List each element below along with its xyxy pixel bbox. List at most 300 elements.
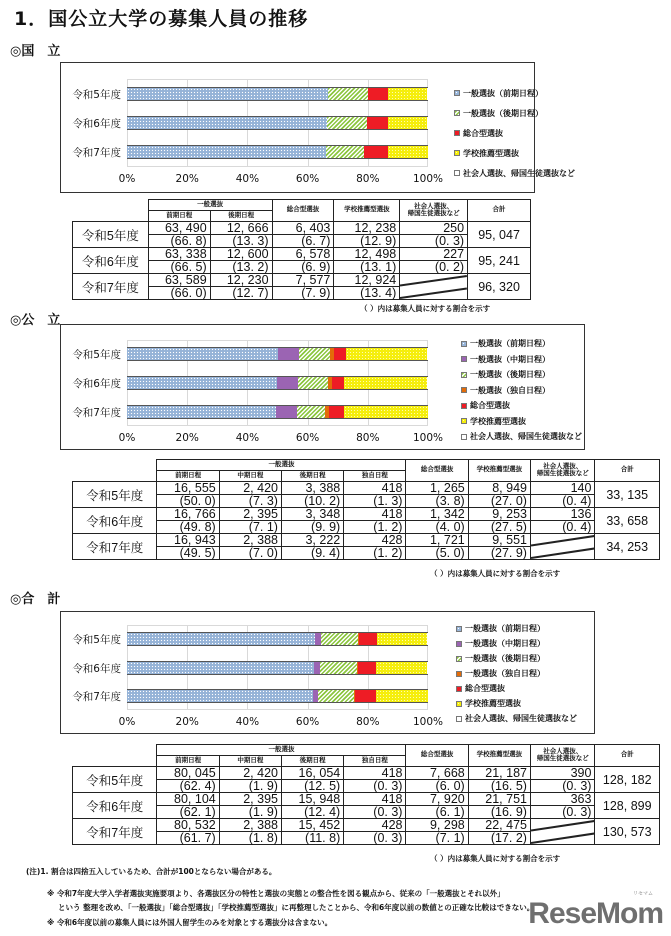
cell-school-pct: (27. 0) — [468, 495, 530, 508]
cell-early: 80, 532 — [157, 819, 219, 832]
cell-comp: 9, 298 — [406, 819, 468, 832]
legend-swatch-icon — [461, 341, 467, 347]
th-early: 前期日程 — [157, 756, 219, 767]
cell-total: 95, 047 — [468, 222, 531, 248]
footnote-2a: ※ 令和7年度大学入学者選抜実施要項より、各選抜区分の特性と選抜の実態との整合性を図る観点から、従来の「一般選抜とそれ以外」 — [47, 889, 505, 898]
legend-item-school-rec: 学校推薦型選抜 — [461, 414, 582, 430]
cell-middle: 2, 388 — [219, 819, 281, 832]
legend-swatch-icon — [461, 434, 467, 440]
stacked-bar — [127, 347, 428, 361]
cell-late-pct: (13. 3) — [210, 235, 272, 248]
th-total: 合計 — [595, 745, 660, 767]
bar-segment — [127, 145, 326, 159]
cell-school-pct: (27. 9) — [468, 547, 530, 560]
y-axis-label: 令和5年度 — [72, 349, 121, 362]
cell-middle-pct: (1. 9) — [219, 806, 281, 819]
cell-early: 16, 555 — [157, 482, 219, 495]
bar-segment — [327, 116, 367, 130]
bar-segment — [427, 632, 428, 646]
cell-middle: 2, 395 — [219, 793, 281, 806]
cell-middle: 2, 420 — [219, 482, 281, 495]
legend-item-early: 一般選抜（前期日程） — [456, 621, 577, 636]
x-axis-tick: 0% — [118, 432, 136, 444]
cell-total: 33, 135 — [595, 482, 660, 508]
legend-swatch-icon — [461, 418, 467, 424]
x-axis-tick: 40% — [235, 173, 260, 185]
table-row — [73, 482, 660, 495]
table-row-pct — [73, 806, 660, 819]
legend-item-late: 一般選抜（後期日程） — [454, 103, 575, 123]
bar-segment — [321, 632, 359, 646]
cell-early-pct: (49. 8) — [157, 521, 219, 534]
th-independent: 独自日程 — [344, 756, 406, 767]
th-late: 後期日程 — [210, 211, 272, 222]
cell-comp-pct: (6. 0) — [406, 780, 468, 793]
bar-segment — [359, 632, 377, 646]
watermark-logo: ReseMom — [528, 897, 663, 930]
th-independent: 独自日程 — [344, 471, 406, 482]
chart-total-plot — [127, 625, 428, 710]
x-axis-tick: 20% — [175, 716, 199, 728]
cell-early-pct: (61. 7) — [157, 832, 219, 845]
cell-comp-pct: (5. 0) — [406, 547, 468, 560]
cell-late: 3, 348 — [281, 508, 343, 521]
bar-segment — [318, 689, 354, 703]
legend-swatch-icon — [454, 90, 460, 96]
cell-school: 12, 498 — [334, 248, 400, 261]
legend-swatch-icon — [454, 110, 460, 116]
cell-early: 80, 045 — [157, 767, 219, 780]
cell-indep-pct: (0. 3) — [344, 806, 406, 819]
stacked-bar — [127, 661, 428, 675]
y-axis-label: 令和5年度 — [72, 634, 121, 647]
cell-total: 130, 573 — [595, 819, 660, 845]
legend-item-comprehensive: 総合型選抜 — [461, 398, 582, 414]
th-late: 後期日程 — [281, 756, 343, 767]
stacked-bar — [127, 376, 428, 390]
x-axis-tick: 100% — [412, 432, 444, 444]
bar-segment — [127, 116, 327, 130]
cell-other: 227 — [400, 248, 468, 261]
cell-total: 128, 899 — [595, 793, 660, 819]
bar-segment — [127, 376, 277, 390]
x-axis-tick: 40% — [235, 716, 260, 728]
row-year: 令和7年度 — [73, 534, 157, 560]
footnote-2b: という 整理を改め、「一般選抜」「総合型選抜」「学校推薦型選抜」に再整理したことから、令和6年度以前の数値との正確な比較はできない。 — [58, 903, 535, 912]
cell-early: 16, 766 — [157, 508, 219, 521]
cell-late: 12, 230 — [210, 274, 272, 287]
cell-middle-pct: (7. 1) — [219, 521, 281, 534]
table-row-pct — [73, 495, 660, 508]
th-other: 社会人選抜、 帰国生徒選抜など — [530, 745, 594, 767]
cell-school: 12, 924 — [334, 274, 400, 287]
section-public-heading: ◎公 立 — [10, 313, 61, 328]
table-row-pct — [73, 780, 660, 793]
table-row-pct — [73, 521, 660, 534]
cell-comp-pct: (3. 8) — [406, 495, 468, 508]
bar-segment — [329, 405, 344, 419]
cell-indep: 428 — [344, 534, 406, 547]
legend-item-other: 社会人選抜、帰国生徒選抜など — [461, 429, 582, 445]
cell-early-pct: (66. 0) — [148, 287, 210, 300]
cell-comp-pct: (7. 1) — [406, 832, 468, 845]
x-axis-tick: 60% — [295, 432, 320, 444]
legend-item-comprehensive: 総合型選抜 — [456, 681, 577, 696]
legend-item-middle: 一般選抜（中期日程） — [456, 636, 577, 651]
row-year: 令和7年度 — [73, 819, 157, 845]
legend-item-independent: 一般選抜（独自日程） — [456, 666, 577, 681]
legend-item-other: 社会人選抜、帰国生徒選抜など — [456, 711, 577, 726]
cell-comp: 1, 721 — [406, 534, 468, 547]
legend-swatch-icon — [454, 150, 460, 156]
cell-school-pct: (16. 9) — [468, 806, 530, 819]
x-axis-tick: 100% — [412, 173, 444, 185]
chart-total — [60, 611, 595, 734]
bar-segment — [328, 87, 368, 101]
cell-total: 95, 241 — [468, 248, 531, 274]
cell-late: 16, 054 — [281, 767, 343, 780]
th-early: 前期日程 — [157, 471, 219, 482]
chart-total-legend — [456, 621, 577, 726]
cell-indep-pct: (1. 2) — [344, 547, 406, 560]
th-general: 一般選抜 — [157, 745, 406, 756]
cell-school-pct: (13. 1) — [334, 261, 400, 274]
legend-swatch-icon — [456, 686, 462, 692]
legend-item-late: 一般選抜（後期日程） — [461, 367, 582, 383]
bar-segment — [320, 661, 357, 675]
page-title: 1．国公立大学の募集人員の推移 — [14, 8, 309, 30]
th-school-rec: 学校推薦型選抜 — [468, 460, 530, 482]
bar-segment — [127, 632, 315, 646]
cell-comp: 1, 342 — [406, 508, 468, 521]
stacked-bar — [127, 405, 428, 419]
bar-segment — [127, 405, 276, 419]
bar-segment — [376, 689, 428, 703]
legend-item-middle: 一般選抜（中期日程） — [461, 352, 582, 368]
th-general: 一般選抜 — [148, 200, 272, 211]
bar-segment — [344, 376, 427, 390]
bar-segment — [367, 116, 388, 130]
legend-item-school-rec: 学校推薦型選抜 — [456, 696, 577, 711]
cell-indep: 418 — [344, 508, 406, 521]
x-axis-tick: 80% — [356, 173, 380, 185]
cell-late-pct: (12. 5) — [281, 780, 343, 793]
legend-item-early: 一般選抜（前期日程） — [454, 83, 575, 103]
y-axis-label: 令和6年度 — [72, 662, 121, 675]
cell-school: 22, 475 — [468, 819, 530, 832]
th-school-rec: 学校推薦型選抜 — [468, 745, 530, 767]
y-axis-label: 令和6年度 — [72, 118, 121, 130]
cell-other-pct: (0. 3) — [400, 235, 468, 248]
bar-segment — [364, 145, 388, 159]
cell-total: 33, 658 — [595, 508, 660, 534]
table-total-note: （ ）内は募集人員に対する割合を示す — [430, 854, 561, 863]
cell-school: 8, 949 — [468, 482, 530, 495]
legend-swatch-icon — [461, 403, 467, 409]
cell-other: 250 — [400, 222, 468, 235]
th-other: 社会人選抜、 帰国生徒選抜など — [400, 200, 468, 222]
cell-indep-pct: (1. 3) — [344, 495, 406, 508]
row-year: 令和6年度 — [73, 248, 149, 274]
cell-school-pct: (17. 2) — [468, 832, 530, 845]
y-axis-label: 令和7年度 — [72, 406, 121, 419]
x-axis-tick: 60% — [295, 716, 320, 728]
bar-segment — [127, 661, 314, 675]
legend-item-independent: 一般選抜（独自日程） — [461, 383, 582, 399]
bar-segment — [427, 87, 428, 101]
cell-not-applicable — [400, 274, 468, 300]
cell-early: 63, 589 — [148, 274, 210, 287]
cell-comp-pct: (6. 1) — [406, 806, 468, 819]
cell-comp-pct: (7. 9) — [272, 287, 334, 300]
table-public-note: （ ）内は募集人員に対する割合を示す — [430, 569, 561, 578]
cell-total: 34, 253 — [595, 534, 660, 560]
th-other: 社会人選抜、 帰国生徒選抜など — [530, 460, 594, 482]
cell-total: 96, 320 — [468, 274, 531, 300]
chart-public-legend — [461, 336, 582, 445]
row-year: 令和5年度 — [73, 222, 149, 248]
table-row — [73, 819, 660, 832]
stacked-bar — [127, 632, 428, 646]
y-axis-label: 令和5年度 — [72, 88, 121, 101]
table-row — [73, 793, 660, 806]
cell-early-pct: (50. 0) — [157, 495, 219, 508]
cell-not-applicable — [530, 534, 594, 560]
cell-middle-pct: (7. 0) — [219, 547, 281, 560]
cell-indep-pct: (1. 2) — [344, 521, 406, 534]
table-row — [73, 508, 660, 521]
cell-middle: 2, 395 — [219, 508, 281, 521]
chart-national-legend — [454, 83, 575, 183]
cell-late-pct: (12. 4) — [281, 806, 343, 819]
cell-comp: 6, 403 — [272, 222, 334, 235]
cell-late-pct: (9. 4) — [281, 547, 343, 560]
row-year: 令和5年度 — [73, 482, 157, 508]
legend-swatch-icon — [454, 170, 460, 176]
legend-swatch-icon — [456, 716, 462, 722]
x-axis-tick: 100% — [412, 716, 444, 728]
legend-item-school-rec: 学校推薦型選抜 — [454, 143, 575, 163]
stacked-bar — [127, 116, 428, 130]
cell-other-pct: (0. 4) — [530, 495, 594, 508]
chart-public — [60, 324, 585, 450]
cell-school-pct: (16. 5) — [468, 780, 530, 793]
bar-segment — [277, 376, 298, 390]
th-comprehensive: 総合型選抜 — [406, 460, 468, 482]
cell-late: 3, 388 — [281, 482, 343, 495]
th-middle: 中期日程 — [219, 756, 281, 767]
x-axis-tick: 40% — [235, 432, 260, 444]
legend-swatch-icon — [461, 387, 467, 393]
bar-segment — [346, 347, 427, 361]
cell-other-pct: (0. 4) — [530, 521, 594, 534]
cell-school: 9, 253 — [468, 508, 530, 521]
chart-national — [60, 62, 575, 193]
bar-segment — [376, 661, 427, 675]
legend-swatch-icon — [454, 130, 460, 136]
cell-indep-pct: (0. 3) — [344, 832, 406, 845]
bar-segment — [358, 661, 376, 675]
cell-comp-pct: (4. 0) — [406, 521, 468, 534]
stacked-bar — [127, 689, 428, 703]
th-comprehensive: 総合型選抜 — [406, 745, 468, 767]
chart-public-plot — [127, 340, 428, 426]
bar-segment — [276, 405, 297, 419]
watermark-sub: リセマム — [633, 891, 653, 897]
cell-indep: 418 — [344, 767, 406, 780]
legend-item-comprehensive: 総合型選抜 — [454, 123, 575, 143]
cell-total: 128, 182 — [595, 767, 660, 793]
bar-segment — [427, 116, 428, 130]
legend-swatch-icon — [456, 656, 462, 662]
cell-other: 136 — [530, 508, 594, 521]
bar-segment — [377, 632, 427, 646]
cell-late: 15, 452 — [281, 819, 343, 832]
cell-school: 9, 551 — [468, 534, 530, 547]
bar-segment — [427, 376, 428, 390]
bar-segment — [298, 376, 328, 390]
row-year: 令和7年度 — [73, 274, 149, 300]
legend-swatch-icon — [456, 701, 462, 707]
cell-comp: 1, 265 — [406, 482, 468, 495]
bar-segment — [299, 347, 330, 361]
cell-indep: 418 — [344, 793, 406, 806]
cell-comp: 6, 578 — [272, 248, 334, 261]
cell-early-pct: (66. 5) — [148, 261, 210, 274]
cell-other-pct: (0. 2) — [400, 261, 468, 274]
th-comprehensive: 総合型選抜 — [272, 200, 334, 222]
bar-segment — [127, 87, 328, 101]
x-axis-tick: 80% — [356, 432, 380, 444]
cell-other-pct: (0. 3) — [530, 780, 594, 793]
bar-segment — [297, 405, 325, 419]
cell-early: 63, 338 — [148, 248, 210, 261]
th-school-rec: 学校推薦型選抜 — [334, 200, 400, 222]
table-total — [72, 744, 660, 845]
row-year: 令和5年度 — [73, 767, 157, 793]
th-late: 後期日程 — [281, 471, 343, 482]
x-axis-tick: 20% — [175, 173, 199, 185]
cell-early-pct: (66. 8) — [148, 235, 210, 248]
cell-middle: 2, 420 — [219, 767, 281, 780]
legend-swatch-icon — [461, 356, 467, 362]
bar-segment — [344, 405, 428, 419]
x-axis-tick: 60% — [295, 173, 320, 185]
cell-middle-pct: (7. 3) — [219, 495, 281, 508]
x-axis-tick: 80% — [356, 716, 380, 728]
cell-other: 363 — [530, 793, 594, 806]
cell-comp-pct: (6. 7) — [272, 235, 334, 248]
legend-swatch-icon — [456, 641, 462, 647]
cell-comp-pct: (6. 9) — [272, 261, 334, 274]
cell-indep: 428 — [344, 819, 406, 832]
cell-school-pct: (13. 4) — [334, 287, 400, 300]
footnote-3: ※ 令和6年度以前の募集人員には外国人留学生のみを対象とする選抜分は含まない。 — [47, 918, 333, 927]
legend-item-early: 一般選抜（前期日程） — [461, 336, 582, 352]
table-row — [73, 248, 531, 261]
cell-other-pct: (0. 3) — [530, 806, 594, 819]
table-public — [72, 459, 660, 560]
table-row — [73, 534, 660, 547]
x-axis-tick: 0% — [118, 716, 136, 728]
bar-segment — [388, 145, 428, 159]
cell-middle-pct: (1. 8) — [219, 832, 281, 845]
cell-early: 16, 943 — [157, 534, 219, 547]
x-axis-tick: 20% — [175, 432, 199, 444]
bar-segment — [355, 689, 376, 703]
th-general: 一般選抜 — [157, 460, 406, 471]
table-row — [73, 274, 531, 287]
legend-swatch-icon — [456, 626, 462, 632]
cell-comp: 7, 920 — [406, 793, 468, 806]
cell-school: 21, 187 — [468, 767, 530, 780]
cell-other: 390 — [530, 767, 594, 780]
stacked-bar — [127, 145, 428, 159]
bar-segment — [427, 661, 428, 675]
bar-segment — [278, 347, 300, 361]
th-early: 前期日程 — [148, 211, 210, 222]
table-national — [72, 199, 531, 300]
y-axis-label: 令和6年度 — [72, 378, 121, 390]
cell-late: 3, 222 — [281, 534, 343, 547]
cell-comp: 7, 668 — [406, 767, 468, 780]
cell-late: 15, 948 — [281, 793, 343, 806]
row-year: 令和6年度 — [73, 508, 157, 534]
cell-early: 63, 490 — [148, 222, 210, 235]
stacked-bar — [127, 87, 428, 101]
cell-late: 12, 600 — [210, 248, 272, 261]
x-axis-tick: 0% — [118, 173, 136, 185]
cell-middle: 2, 388 — [219, 534, 281, 547]
bar-segment — [127, 347, 278, 361]
bar-segment — [388, 116, 427, 130]
cell-late-pct: (12. 7) — [210, 287, 272, 300]
th-middle: 中期日程 — [219, 471, 281, 482]
cell-comp: 7, 577 — [272, 274, 334, 287]
cell-early-pct: (62. 1) — [157, 806, 219, 819]
y-axis-label: 令和7年度 — [72, 147, 121, 160]
cell-school-pct: (27. 5) — [468, 521, 530, 534]
bar-segment — [388, 87, 427, 101]
cell-early-pct: (49. 5) — [157, 547, 219, 560]
legend-swatch-icon — [456, 671, 462, 677]
bar-segment — [332, 376, 344, 390]
y-axis-label: 令和7年度 — [72, 690, 121, 703]
bar-segment — [427, 347, 428, 361]
cell-school-pct: (12. 9) — [334, 235, 400, 248]
bar-segment — [334, 347, 345, 361]
legend-item-late: 一般選抜（後期日程） — [456, 651, 577, 666]
section-national-heading: ◎国 立 — [10, 44, 61, 59]
footnote-1: (注)1. 割合は四捨五入しているため、合計が100とならない場合がある。 — [26, 867, 277, 876]
cell-indep-pct: (0. 3) — [344, 780, 406, 793]
section-total-heading: ◎合 計 — [10, 592, 61, 607]
cell-early-pct: (62. 4) — [157, 780, 219, 793]
cell-late-pct: (9. 9) — [281, 521, 343, 534]
cell-late-pct: (13. 2) — [210, 261, 272, 274]
cell-other: 140 — [530, 482, 594, 495]
table-national-note: （ ）内は募集人員に対する割合を示す — [360, 304, 491, 313]
cell-indep: 418 — [344, 482, 406, 495]
cell-not-applicable — [530, 819, 594, 845]
cell-late-pct: (10. 2) — [281, 495, 343, 508]
bar-segment — [368, 87, 388, 101]
cell-late: 12, 666 — [210, 222, 272, 235]
legend-swatch-icon — [461, 372, 467, 378]
cell-early: 80, 104 — [157, 793, 219, 806]
cell-school: 21, 751 — [468, 793, 530, 806]
cell-middle-pct: (1. 9) — [219, 780, 281, 793]
